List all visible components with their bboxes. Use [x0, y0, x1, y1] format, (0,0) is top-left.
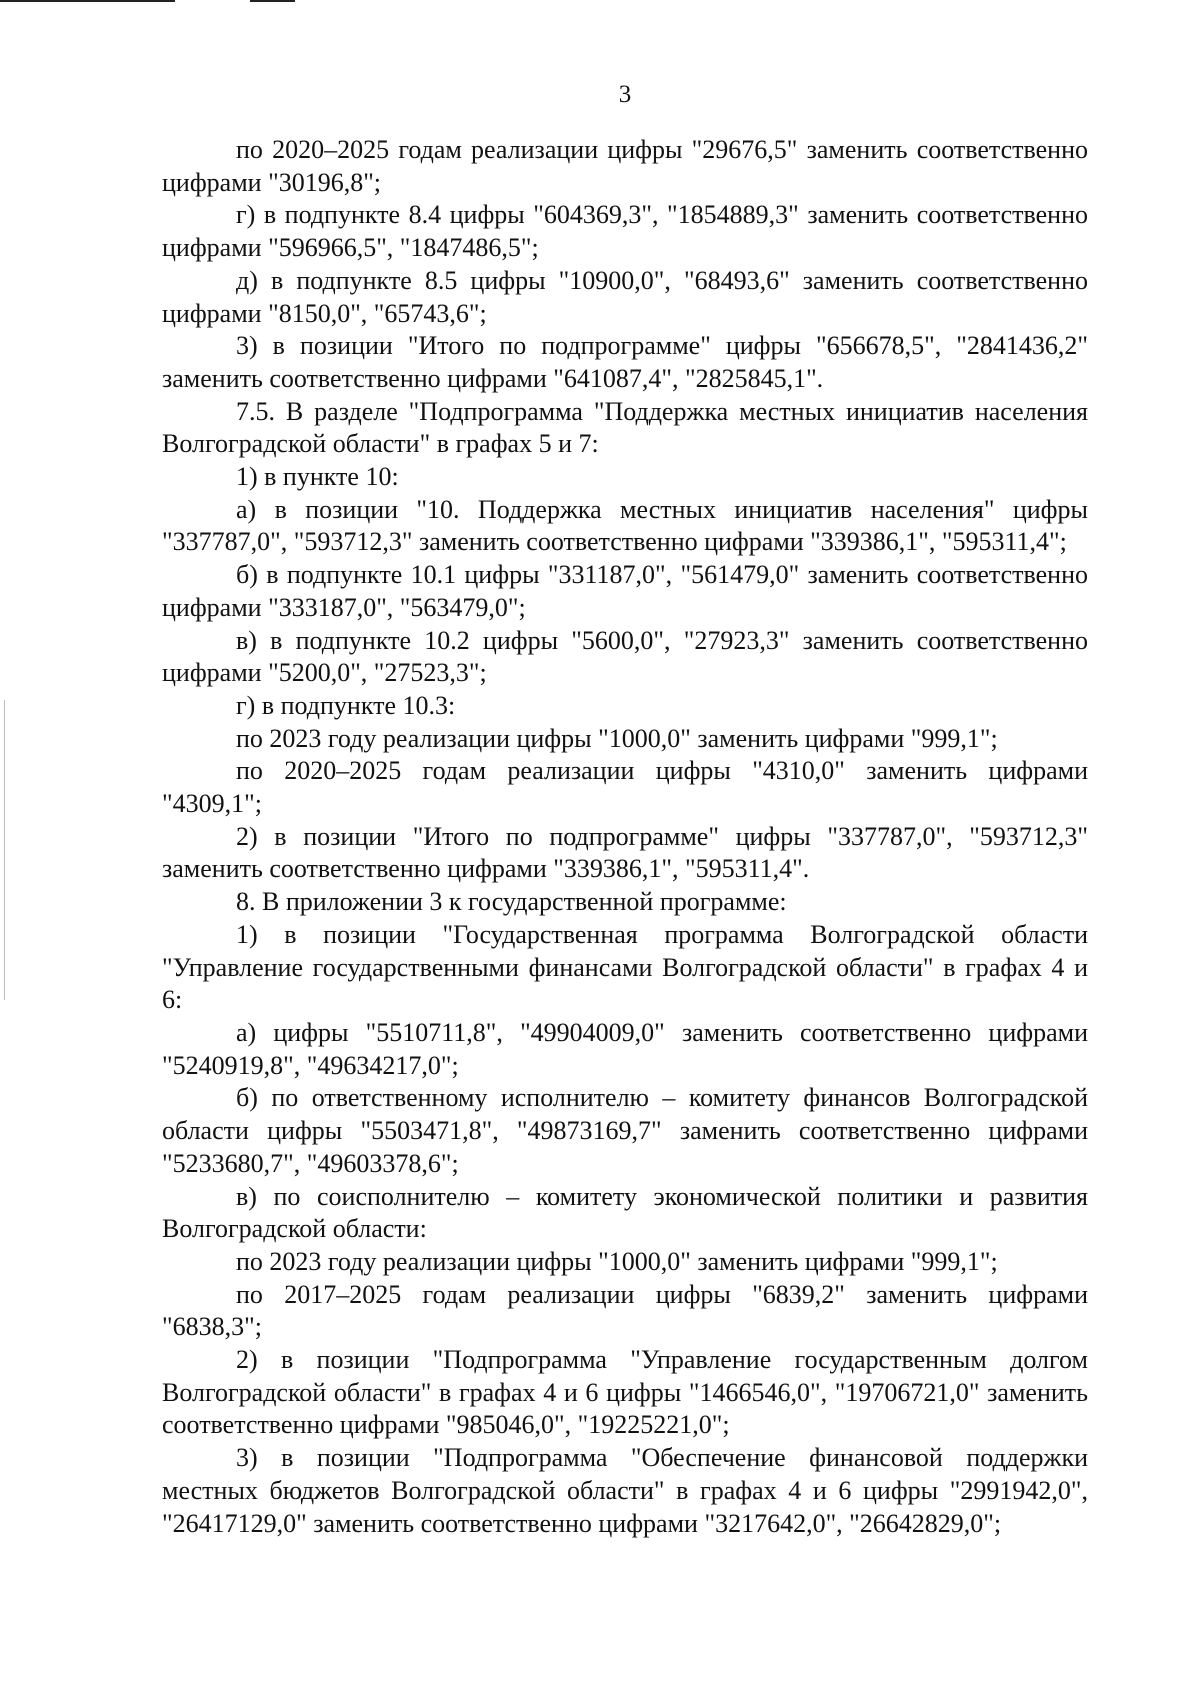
paragraph: 1) в пункте 10: [236, 462, 399, 492]
paragraph: г) в подпункте 10.3: [236, 690, 456, 720]
paragraph: д) в подпункте 8.5 цифры "10900,0", "68493,6" заменить соответственно цифрами "8150,0", "65743,6"; [162, 265, 1088, 328]
paragraph: по 2023 году реализации цифры "1000,0" заменить цифрами "999,1"; [236, 1246, 998, 1276]
paragraph: в) по соисполнителю – комитету экономической политики и развития Волгоградской области: [162, 1181, 1088, 1244]
paragraph: в) в подпункте 10.2 цифры "5600,0", "27923,3" заменить соответственно цифрами "5200,0", "27523,3"; [162, 625, 1088, 688]
paragraph: 2) в позиции "Итого по подпрограмме" цифры "337787,0", "593712,3" заменить соответственно цифрами "339386,1", "595311,4". [162, 821, 1088, 884]
paragraph: по 2023 году реализации цифры "1000,0" заменить цифрами "999,1"; [236, 723, 998, 753]
paragraph: г) в подпункте 8.4 цифры "604369,3", "1854889,3" заменить соответственно цифрами "596966,5", "1847486,5"; [162, 200, 1088, 263]
paragraph: по 2020–2025 годам реализации цифры "29676,5" заменить соответственно цифрами "30196,8"; [162, 135, 1088, 197]
document-body [162, 134, 1088, 1540]
scan-margin-mark [4, 700, 5, 1000]
paragraph: а) в позиции "10. Поддержка местных инициатив населения" цифры "337787,0", "593712,3" заменить соответственно цифрами "339386,1", "595311,4"; [162, 494, 1088, 557]
paragraph: 1) в позиции "Государственная программа Волгоградской области "Управление государственными финансами Волгоградской области" в графах 4 и 6: [162, 919, 1088, 1015]
paragraph: а) цифры "5510711,8", "49904009,0" заменить соответственно цифрами "5240919,8", "49634217,0"; [162, 1017, 1088, 1080]
paragraph: 2) в позиции "Подпрограмма "Управление государственным долгом Волгоградской области" в графах 4 и 6 цифры "1466546,0", "19706721,0" заменить соответственно цифрами "985046,0", "19225221,0"; [162, 1345, 1088, 1440]
section-heading: 8. В приложении 3 к государственной программе: [236, 887, 787, 917]
paragraph: по 2020–2025 годам реализации цифры "4310,0" заменить цифрами "4309,1"; [162, 756, 1088, 819]
section-heading: 7.5. В разделе "Подпрограмма "Поддержка местных инициатив населения Волгоградской области" в графах 5 и 7: [162, 396, 1088, 459]
paragraph: 3) в позиции "Итого по подпрограмме" цифры "656678,5", "2841436,2" заменить соответственно цифрами "641087,4", "2825845,1". [162, 331, 1088, 393]
paragraph: б) в подпункте 10.1 цифры "331187,0", "561479,0" заменить соответственно цифрами "333187,0", "563479,0"; [162, 560, 1088, 622]
paragraph: 3) в позиции "Подпрограмма "Обеспечение финансовой поддержки местных бюджетов Волгоградской области" в графах 4 и 6 цифры "2991942,0", "26417129,0" заменить соответственно цифрами "3217642,0", "26642829,0"; [162, 1443, 1088, 1538]
scan-edge-mark-left [0, 0, 175, 2]
scan-edge-mark-right [250, 0, 295, 2]
paragraph: по 2017–2025 годам реализации цифры "6839,2" заменить цифрами "6838,3"; [162, 1279, 1088, 1342]
page-number: 3 [618, 81, 632, 108]
paragraph: б) по ответственному исполнителю – комитету финансов Волгоградской области цифры "5503471,8", "49873169,7" заменить соответственно цифрами "5233680,7", "49603378,6"; [162, 1083, 1088, 1178]
